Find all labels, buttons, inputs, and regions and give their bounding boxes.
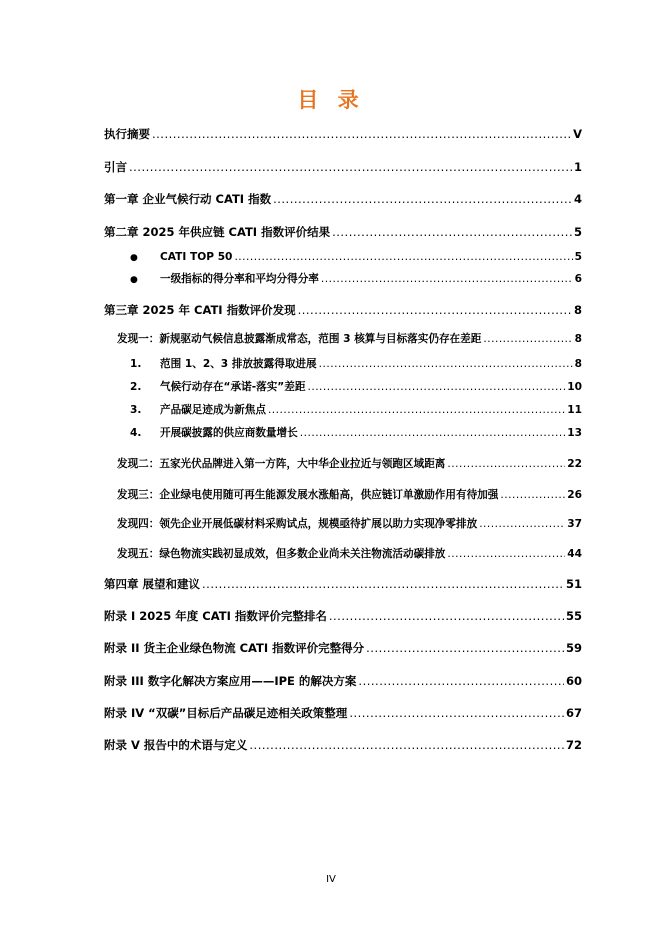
toc-page-number: 5: [573, 225, 582, 239]
toc-entry-appendix-2[interactable]: [104, 640, 582, 656]
toc-entry-chapter-3[interactable]: [104, 302, 582, 318]
dot-leader: [329, 608, 564, 624]
toc-page-number: 1: [573, 160, 582, 174]
toc-entry-label: 发现一：新规驱动气候信息披露渐成常态，范围 3 核算与目标落实仍存在差距: [117, 333, 482, 345]
toc-page-number: V: [573, 127, 582, 141]
toc-entry-finding-1-item-1[interactable]: [130, 356, 582, 372]
toc-entry-appendix-4[interactable]: [104, 705, 582, 721]
toc-page-number: 8: [574, 358, 582, 370]
toc-page-number: 13: [567, 427, 582, 439]
dot-leader: [202, 576, 564, 592]
page-footer-number: IV: [326, 874, 336, 885]
list-number: 3.: [130, 404, 142, 416]
page-title: 目 录: [297, 88, 365, 112]
toc-page-number: 37: [567, 518, 582, 530]
dot-leader: [447, 456, 565, 472]
toc-page-number: 51: [565, 577, 582, 591]
dot-leader: [268, 402, 565, 418]
dot-leader: [332, 224, 572, 240]
toc-entry-exec-summary[interactable]: [104, 126, 582, 142]
toc-entry-chapter-2[interactable]: [104, 224, 582, 240]
bullet-icon: ●: [130, 275, 138, 285]
toc-entry-finding-5[interactable]: [117, 546, 582, 562]
toc-entry-label: 附录 II 货主企业绿色物流 CATI 指数评价完整得分: [104, 641, 365, 655]
dot-leader: [358, 673, 564, 689]
toc-page-number: 72: [565, 738, 582, 752]
toc-page-number: 55: [565, 609, 582, 623]
toc-entry-appendix-1[interactable]: [104, 608, 582, 624]
dot-leader: [349, 705, 564, 721]
toc-entry-label: 第一章 企业气候行动 CATI 指数: [104, 192, 272, 206]
list-number: 4.: [130, 427, 142, 439]
toc-page-number: 6: [574, 273, 582, 285]
toc-page-number: 26: [567, 489, 582, 501]
dot-leader: [366, 640, 564, 656]
toc-entry-finding-3[interactable]: [117, 487, 582, 503]
toc-entry-finding-1-item-4[interactable]: [130, 425, 582, 441]
toc-entry-label: 发现二：五家光伏品牌进入第一方阵，大中华企业拉近与领跑区域距离: [117, 458, 446, 470]
toc-entry-label: 附录 V 报告中的术语与定义: [104, 738, 248, 752]
dot-leader: [273, 191, 572, 207]
toc-entry-introduction[interactable]: [104, 159, 582, 175]
toc-entry-label: 引言: [104, 160, 127, 174]
dot-leader: [152, 126, 571, 142]
dot-leader: [483, 331, 572, 347]
toc-entry-label: 第二章 2025 年供应链 CATI 指数评价结果: [104, 225, 331, 239]
toc-page-number: 60: [565, 674, 582, 688]
toc-entry-label: 发现五：绿色物流实践初显成效，但多数企业尚未关注物流活动碳排放: [117, 548, 446, 560]
toc-page-number: 5: [574, 251, 582, 263]
toc-entry-label: 产品碳足迹成为新焦点: [160, 404, 266, 416]
toc-page-number: 22: [567, 458, 582, 470]
toc-entry-label: 附录 I 2025 年度 CATI 指数评价完整排名: [104, 609, 327, 623]
dot-leader: [500, 487, 565, 503]
toc-page-number: 8: [573, 303, 582, 317]
toc-entry-finding-1[interactable]: [117, 331, 582, 347]
list-number: 1.: [130, 358, 142, 370]
toc-entry-label: 发现三：企业绿电使用随可再生能源发展水涨船高，供应链订单激励作用有待加强: [117, 489, 499, 501]
toc-entry-label: 一级指标的得分率和平均分得分率: [160, 273, 319, 285]
bullet-icon: ●: [130, 253, 138, 263]
toc-entry-finding-2[interactable]: [117, 456, 582, 472]
toc-entry-label: 附录 III 数字化解决方案应用——IPE 的解决方案: [104, 674, 357, 688]
toc-entry-appendix-5[interactable]: [104, 737, 582, 753]
toc-page-number: 11: [567, 404, 582, 416]
toc-entry-cati-top-50[interactable]: [130, 249, 582, 266]
dot-leader: [447, 546, 565, 562]
toc-entry-chapter-1[interactable]: [104, 191, 582, 207]
toc-entry-finding-4[interactable]: [117, 516, 582, 532]
toc-page-number: 10: [567, 381, 582, 393]
toc-entry-indicator-scores[interactable]: [130, 271, 582, 288]
toc-page-number: 59: [565, 641, 582, 655]
toc-entry-appendix-3[interactable]: [104, 673, 582, 689]
toc-entry-label: CATI TOP 50: [160, 251, 233, 263]
toc-entry-label: 发现四：领先企业开展低碳材料采购试点，规模亟待扩展以助力实现净零排放: [117, 518, 478, 530]
toc-page-number: 4: [573, 192, 582, 206]
toc-entry-label: 附录 IV “双碳”目标后产品碳足迹相关政策整理: [104, 706, 348, 720]
dot-leader: [300, 425, 566, 441]
toc-entry-label: 第三章 2025 年 CATI 指数评价发现: [104, 303, 296, 317]
dot-leader: [307, 379, 565, 395]
dot-leader: [298, 302, 572, 318]
toc-entry-finding-1-item-2[interactable]: [130, 379, 582, 395]
dot-leader: [319, 356, 573, 372]
toc-page-number: 67: [565, 706, 582, 720]
dot-leader: [129, 159, 572, 175]
dot-leader: [321, 271, 573, 287]
dot-leader: [234, 249, 572, 265]
list-number: 2.: [130, 381, 142, 393]
toc-entry-chapter-4[interactable]: [104, 576, 582, 592]
toc-page-number: 44: [567, 548, 582, 560]
toc-entry-label: 范围 1、2、3 排放披露得取进展: [160, 358, 317, 370]
toc-entry-label: 开展碳披露的供应商数量增长: [160, 427, 298, 439]
toc-entry-label: 第四章 展望和建议: [104, 577, 201, 591]
dot-leader: [479, 516, 565, 532]
toc-entry-label: 执行摘要: [104, 127, 150, 141]
toc-page-number: 8: [574, 333, 582, 345]
dot-leader: [249, 737, 564, 753]
toc-entry-label: 气候行动存在“承诺-落实”差距: [160, 381, 306, 393]
toc-entry-finding-1-item-3[interactable]: [130, 402, 582, 418]
